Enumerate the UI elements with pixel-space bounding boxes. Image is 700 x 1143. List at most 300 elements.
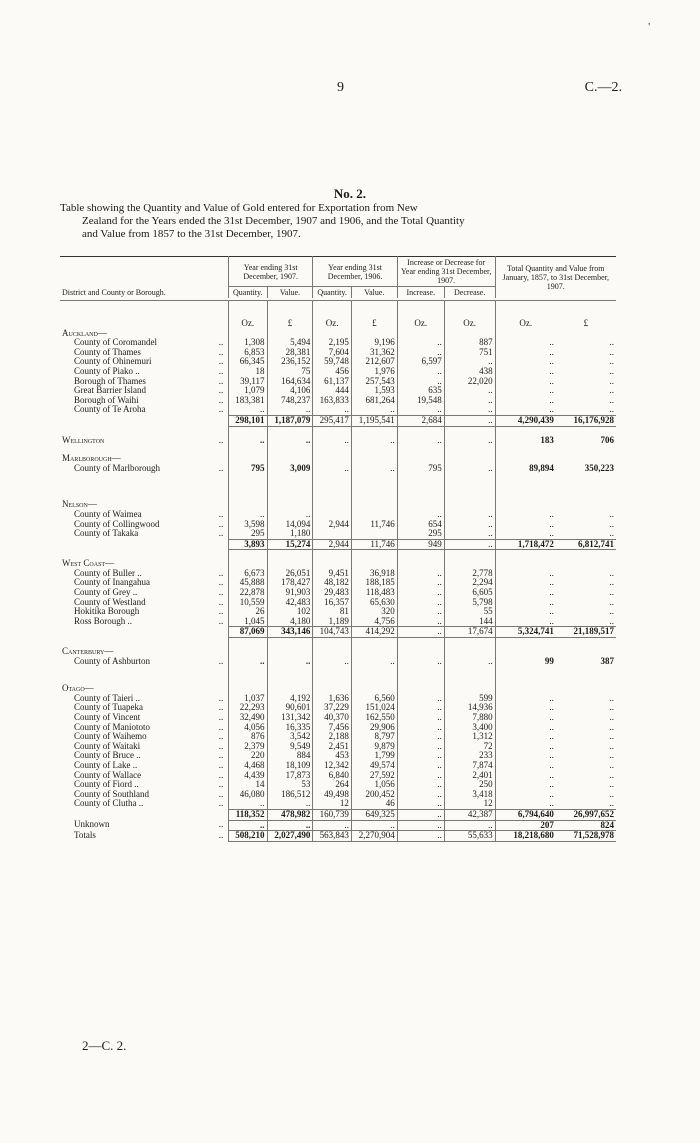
value-cell: ..	[397, 713, 444, 723]
value-cell: ..	[609, 798, 614, 809]
spacer-cell	[444, 638, 495, 648]
value-cell: ..	[549, 404, 554, 415]
dots-leader: ..	[214, 529, 229, 539]
dots-leader: ..	[214, 713, 229, 723]
value-cell: ..	[229, 510, 268, 520]
value-cell: 183,381	[229, 396, 268, 406]
spacer-row	[60, 638, 616, 648]
spacer-cell	[351, 445, 397, 454]
subtotal-value: 118,352	[229, 809, 268, 820]
value-cell: 9,451	[313, 569, 352, 579]
dots-cell	[214, 539, 229, 550]
table-row	[60, 436, 616, 446]
subtotal-row	[60, 415, 616, 426]
spacer-row	[60, 445, 616, 454]
spacer-cell	[214, 473, 229, 491]
value-cell: ..	[549, 692, 554, 703]
dots-leader: ..	[214, 357, 229, 367]
district-heading: Marlborough—	[62, 453, 121, 464]
value-cell: ..	[397, 348, 444, 358]
value-cell: 4,468	[229, 761, 268, 771]
value-cell: 654	[397, 520, 444, 530]
row-label: Borough of Waihi	[74, 394, 139, 405]
spacer-cell	[214, 638, 229, 648]
value-cell: 884	[267, 751, 313, 761]
value-cell: ..	[609, 365, 614, 376]
spacer-cell	[267, 666, 313, 684]
spacer-cell	[444, 301, 495, 320]
value-cell: 55	[444, 607, 495, 617]
value-cell: 14,936	[444, 703, 495, 713]
value-cell: ..	[229, 799, 268, 809]
spacer-cell	[267, 638, 313, 648]
value-cell: 6,605	[444, 588, 495, 598]
value-cell: ..	[609, 731, 614, 742]
value-cell: ..	[609, 394, 614, 405]
unit-label: Oz.	[519, 318, 533, 328]
value-cell: 11,746	[351, 520, 397, 530]
value-cell: 6,560	[351, 694, 397, 704]
spacer-cell	[556, 473, 616, 491]
value-cell: 6,840	[313, 771, 352, 781]
subtotal-value: 563,843	[313, 831, 352, 842]
value-cell: 2,188	[313, 732, 352, 742]
value-cell: 599	[444, 694, 495, 704]
header-increase-decrease: Increase or Decrease for Year ending 31st December, 1907.	[397, 257, 495, 287]
value-cell: 1,037	[229, 694, 268, 704]
value-cell: 3,542	[267, 732, 313, 742]
dots-leader: ..	[214, 771, 229, 781]
row-label: County of Thames	[74, 346, 141, 357]
subtotal-value: ..	[444, 539, 495, 550]
table-row	[60, 529, 616, 539]
spacer-row	[60, 301, 616, 320]
subtotal-value: 508,210	[229, 831, 268, 842]
dots-leader: ..	[214, 694, 229, 704]
spacer-cell	[313, 638, 352, 648]
value-cell: 61,137	[313, 377, 352, 387]
value-cell: 29,906	[351, 723, 397, 733]
value-cell: ..	[609, 740, 614, 751]
value-cell: ..	[397, 790, 444, 800]
header-value-1906: Value.	[351, 287, 397, 299]
value-cell: 320	[351, 607, 397, 617]
value-cell: 12,342	[313, 761, 352, 771]
row-label: County of Grey ..	[74, 587, 138, 598]
value-cell: 1,045	[229, 617, 268, 627]
value-cell: ..	[609, 769, 614, 780]
dots-leader: ..	[214, 436, 229, 446]
empty-cell	[556, 559, 616, 569]
dots-leader: ..	[214, 377, 229, 387]
value-cell: 1,799	[351, 751, 397, 761]
value-cell: ..	[549, 346, 554, 357]
spacer-cell	[556, 550, 616, 560]
corner-mark: '	[648, 22, 650, 33]
caption-line-2: Zealand for the Years ended the 31st December, 1907 and 1906, and the Total Quantity	[82, 215, 465, 227]
value-cell: 178,427	[267, 578, 313, 588]
value-cell: ..	[549, 587, 554, 598]
spacer-cell	[229, 491, 268, 500]
value-cell: 387	[600, 655, 614, 666]
spacer-cell	[313, 445, 352, 454]
subtotal-value: 2,270,904	[351, 831, 397, 842]
dots-leader: ..	[214, 703, 229, 713]
value-cell: 102	[267, 607, 313, 617]
value-cell: ..	[609, 712, 614, 722]
value-cell: 1,976	[351, 367, 397, 377]
value-cell: 748,237	[267, 396, 313, 406]
value-cell: 7,456	[313, 723, 352, 733]
spacer-cell	[397, 473, 444, 491]
value-cell: ..	[549, 365, 554, 376]
spacer-cell	[313, 491, 352, 500]
value-cell: ..	[609, 356, 614, 367]
value-cell: ..	[229, 657, 268, 667]
dots-leader: ..	[214, 367, 229, 377]
value-cell: ..	[397, 799, 444, 809]
row-label: County of Ohinemuri	[74, 356, 152, 367]
spacer-cell	[214, 491, 229, 500]
value-cell: 183	[540, 434, 554, 445]
value-cell: ..	[609, 779, 614, 790]
value-cell: ..	[549, 577, 554, 588]
value-cell: 350,223	[584, 462, 614, 473]
subtotal-value: 478,982	[267, 809, 313, 820]
value-cell: ..	[549, 702, 554, 713]
value-cell: 2,195	[313, 338, 352, 348]
value-cell: 681,264	[351, 396, 397, 406]
value-cell: ..	[444, 357, 495, 367]
spacer-cell	[556, 491, 616, 500]
value-cell: ..	[549, 518, 554, 529]
value-cell: ..	[609, 385, 614, 396]
value-cell: ..	[397, 578, 444, 588]
row-label: Wellington	[62, 434, 105, 445]
spacer-cell	[556, 301, 616, 320]
spacer-cell	[313, 301, 352, 320]
value-cell: 1,189	[313, 617, 352, 627]
subtotal-value: 42,387	[444, 809, 495, 820]
value-cell: ..	[549, 567, 554, 578]
spacer-cell	[444, 550, 495, 560]
unit-label: Oz.	[444, 319, 495, 329]
caption-line-1: Table showing the Quantity and Value of Gold entered for Exportation from New	[60, 202, 418, 214]
value-cell: ..	[549, 356, 554, 367]
subtotal-value: 3,893	[229, 539, 268, 550]
dots-leader: ..	[214, 348, 229, 358]
table-row	[60, 520, 616, 530]
row-label: County of Collingwood	[74, 518, 160, 529]
value-cell: 31,362	[351, 348, 397, 358]
spacer-cell	[229, 550, 268, 560]
dots-cell	[214, 627, 229, 638]
value-cell: ..	[444, 529, 495, 539]
value-cell: 29,483	[313, 588, 352, 598]
value-cell: 200,452	[351, 790, 397, 800]
value-cell: ..	[267, 657, 313, 667]
value-cell: ..	[397, 761, 444, 771]
value-cell	[313, 529, 352, 539]
header-value-1907: Value.	[267, 287, 313, 299]
value-cell: ..	[549, 779, 554, 790]
table-row	[60, 464, 616, 474]
spacer-cell	[229, 666, 268, 684]
value-cell: 453	[313, 751, 352, 761]
value-cell: ..	[444, 405, 495, 415]
dots-leader: ..	[214, 405, 229, 415]
value-cell: 75	[267, 367, 313, 377]
row-label: County of Westland	[74, 596, 146, 607]
value-cell: ..	[397, 820, 444, 831]
dots-leader: ..	[214, 338, 229, 348]
value-cell: 220	[229, 751, 268, 761]
value-cell: 4,056	[229, 723, 268, 733]
value-cell: 188,185	[351, 578, 397, 588]
row-label: County of Waimea	[74, 508, 142, 519]
value-cell: 17,873	[267, 771, 313, 781]
spacer-row	[60, 550, 616, 560]
value-cell: 12	[313, 799, 352, 809]
spacer-cell	[229, 473, 268, 491]
spacer-cell	[214, 550, 229, 560]
value-cell: 1,636	[313, 694, 352, 704]
subtotal-value: 6,812,741	[556, 539, 616, 550]
spacer-cell	[495, 666, 556, 684]
value-cell: 6,673	[229, 569, 268, 579]
subtotal-value: 17,674	[444, 627, 495, 638]
value-cell: ..	[549, 596, 554, 607]
subtotal-value: 87,069	[229, 627, 268, 638]
spacer-cell	[267, 550, 313, 560]
row-label: County of Bruce ..	[74, 750, 141, 761]
subtotal-value: ..	[397, 627, 444, 638]
row-label: Ross Borough ..	[74, 615, 133, 626]
value-cell: ..	[397, 703, 444, 713]
units-dots-cell	[214, 319, 229, 329]
table-row	[60, 598, 616, 608]
value-cell: ..	[444, 510, 495, 520]
value-cell: 7,880	[444, 713, 495, 723]
value-cell: ..	[397, 405, 444, 415]
spacer-cell	[397, 550, 444, 560]
dots-cell: ..	[214, 831, 229, 842]
header-increase: Increase.	[397, 287, 444, 299]
dots-leader: ..	[214, 657, 229, 667]
value-cell: 7,874	[444, 761, 495, 771]
value-cell: ..	[609, 788, 614, 799]
value-cell: ..	[609, 750, 614, 761]
empty-cell	[351, 500, 397, 510]
spacer-cell	[444, 491, 495, 500]
value-cell: 3,598	[229, 520, 268, 530]
value-cell: 2,401	[444, 771, 495, 781]
spacer-cell	[495, 473, 556, 491]
empty-cell	[556, 500, 616, 510]
value-cell: ..	[549, 394, 554, 405]
header-decrease: Decrease.	[444, 287, 495, 299]
value-cell: ..	[549, 788, 554, 799]
spacer-cell	[495, 301, 556, 320]
value-cell: ..	[397, 732, 444, 742]
value-cell: 18	[229, 367, 268, 377]
value-cell: 36,918	[351, 569, 397, 579]
header-year-1906: Year ending 31st December, 1906.	[313, 257, 397, 287]
value-cell: 264	[313, 780, 352, 790]
value-cell: 3,009	[267, 464, 313, 474]
subtotal-label	[60, 627, 214, 638]
value-cell: 795	[397, 464, 444, 474]
empty-cell	[495, 684, 556, 694]
table-row	[60, 790, 616, 800]
spacer-cell	[214, 666, 229, 684]
value-cell: ..	[609, 577, 614, 588]
totals-label: Totals	[74, 829, 96, 840]
caption-line-3: and Value from 1857 to the 31st December, 1907.	[82, 228, 301, 240]
value-cell: 2,778	[444, 569, 495, 579]
value-cell: 2,451	[313, 742, 352, 752]
spacer-cell	[351, 550, 397, 560]
subtotal-label	[60, 539, 214, 550]
spacer-row	[60, 473, 616, 491]
value-cell: ..	[313, 657, 352, 667]
value-cell: ..	[549, 712, 554, 722]
spacer-cell	[229, 445, 268, 454]
subtotal-value: 2,027,490	[267, 831, 313, 842]
row-label: County of Marlborough	[74, 462, 160, 473]
value-cell: ..	[351, 657, 397, 667]
table-caption	[60, 202, 620, 241]
value-cell: ..	[351, 436, 397, 446]
value-cell: ..	[549, 337, 554, 348]
spacer-cell	[313, 666, 352, 684]
row-label: County of Wallace	[74, 769, 142, 780]
value-cell: 144	[444, 617, 495, 627]
value-cell: ..	[397, 780, 444, 790]
header-year-1907: Year ending 31st December, 1907.	[229, 257, 313, 287]
subtotal-value: 343,146	[267, 627, 313, 638]
spacer-cell	[351, 473, 397, 491]
dots-leader: ..	[214, 598, 229, 608]
value-cell: 1,593	[351, 386, 397, 396]
unit-label: Oz.	[397, 319, 444, 329]
row-label: County of Tuapeka	[74, 702, 144, 713]
value-cell: ..	[229, 405, 268, 415]
value-cell: ..	[609, 518, 614, 529]
subtotal-value: 1,195,541	[351, 415, 397, 426]
value-cell: 22,020	[444, 377, 495, 387]
value-cell: ..	[397, 751, 444, 761]
value-cell: ..	[444, 820, 495, 831]
page-footer: 2—C. 2.	[82, 1038, 127, 1053]
spacer-cell	[267, 301, 313, 320]
header-total: Total Quantity and Value from January, 1857, to 31st December, 1907.	[495, 257, 616, 299]
value-cell: ..	[397, 377, 444, 387]
dots-leader: ..	[214, 723, 229, 733]
row-label: County of Waitaki	[74, 740, 141, 751]
dots-leader: ..	[214, 386, 229, 396]
value-cell: 6,853	[229, 348, 268, 358]
district-heading: Nelson—	[62, 499, 97, 510]
value-cell: ..	[397, 588, 444, 598]
value-cell: 46,080	[229, 790, 268, 800]
dots-leader: ..	[214, 780, 229, 790]
header-quantity-1907: Quantity.	[229, 287, 268, 299]
value-cell: ..	[549, 615, 554, 626]
row-label: County of Ashburton	[74, 655, 151, 666]
subtotal-value: 295,417	[313, 415, 352, 426]
value-cell: 9,879	[351, 742, 397, 752]
value-cell: ..	[609, 702, 614, 713]
document-reference: C.—2.	[584, 80, 622, 95]
value-cell: 2,379	[229, 742, 268, 752]
value-cell: 59,748	[313, 357, 352, 367]
value-cell: 49,574	[351, 761, 397, 771]
value-cell: 18,109	[267, 761, 313, 771]
value-cell: 65,630	[351, 598, 397, 608]
header-quantity-1906: Quantity.	[313, 287, 352, 299]
spacer-row	[60, 426, 616, 436]
value-cell: 257,543	[351, 377, 397, 387]
subtotal-value: 649,325	[351, 809, 397, 820]
value-cell: ..	[267, 820, 313, 831]
subtotal-row	[60, 831, 616, 842]
subtotal-value: ..	[397, 831, 444, 842]
value-cell: 22,293	[229, 703, 268, 713]
spacer-cell	[214, 445, 229, 454]
spacer-cell	[351, 638, 397, 648]
row-label: County of Clutha ..	[74, 798, 144, 809]
value-cell: 99	[544, 655, 554, 666]
subtotal-value: 71,528,978	[556, 831, 616, 842]
value-cell: 118,483	[351, 588, 397, 598]
value-cell: 151,024	[351, 703, 397, 713]
spacer-cell	[556, 666, 616, 684]
spacer-cell	[397, 301, 444, 320]
value-cell: ..	[397, 338, 444, 348]
value-cell: 207	[540, 819, 554, 830]
gold-exportation-table	[60, 256, 616, 842]
value-cell: 163,833	[313, 396, 352, 406]
table-row	[60, 617, 616, 627]
value-cell: 89,894	[529, 462, 554, 473]
spacer-cell	[267, 491, 313, 500]
row-label: County of Lake ..	[74, 759, 138, 770]
district-heading: Canterbury—	[62, 646, 114, 657]
value-cell: 27,592	[351, 771, 397, 781]
value-cell: ..	[549, 508, 554, 519]
row-label: County of Piako ..	[74, 365, 140, 376]
value-cell: 81	[313, 607, 352, 617]
value-cell: 28,381	[267, 348, 313, 358]
value-cell: ..	[267, 799, 313, 809]
value-cell: ..	[609, 404, 614, 415]
value-cell: 49,498	[313, 790, 352, 800]
dots-leader: ..	[214, 617, 229, 627]
row-label: County of Vincent	[74, 712, 141, 722]
subtotal-label	[60, 415, 214, 426]
value-cell: ..	[549, 731, 554, 742]
value-cell: 14,094	[267, 520, 313, 530]
value-cell: ..	[313, 436, 352, 446]
subtotal-value: 2,944	[313, 539, 352, 550]
dots-leader: ..	[214, 751, 229, 761]
value-cell: 131,342	[267, 713, 313, 723]
value-cell: 706	[600, 434, 614, 445]
subtotal-value: 1,187,079	[267, 415, 313, 426]
subtotal-value: 5,324,741	[495, 627, 556, 638]
subtotal-value: 298,101	[229, 415, 268, 426]
